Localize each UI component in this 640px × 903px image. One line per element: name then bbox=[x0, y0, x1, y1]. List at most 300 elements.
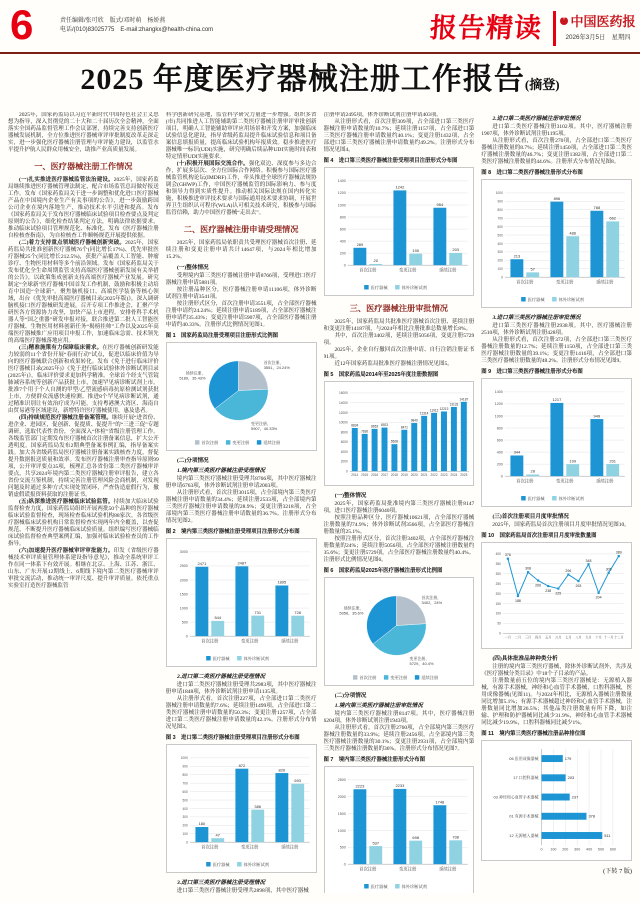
figure bbox=[324, 568, 475, 686]
svg-text:100: 100 bbox=[182, 832, 188, 837]
editor-line: 责任编辑/张可欣 版式/邓时萌 杨娇燕 bbox=[60, 18, 166, 24]
svg-text:500: 500 bbox=[497, 233, 504, 238]
svg-text:190: 190 bbox=[411, 247, 419, 253]
page-header bbox=[0, 0, 640, 54]
paragraph: 进口第二类医疗器械注册受理共2983项，其中医疗器械注册申请1848项，体外诊断试剂注册申请1135项。 bbox=[165, 682, 317, 696]
svg-text:2487: 2487 bbox=[237, 560, 247, 566]
figure-title: 图 3 进口第二类医疗器械注册受理项目注册形式分布图 bbox=[165, 735, 300, 742]
svg-text:2024: 2024 bbox=[449, 473, 457, 478]
svg-text:延续注册: 延续注册 bbox=[280, 844, 299, 850]
svg-text:150: 150 bbox=[495, 601, 502, 606]
svg-text:50: 50 bbox=[497, 621, 502, 626]
svg-text:11912: 11912 bbox=[429, 408, 438, 413]
paragraph: (三)精准施策有力保障临床需求。在医疗器械创新研发能力较弱的11个省份开展“春雨行动”试点，促进以临床价值为导向的医疗器械联合创新和成果转化。发布《免于进行临床评价医疗器械目录(2025年)》《免于进行临床试验体外诊断试剂目录(2025年)》，临床评价要求更加科学精准。全球首个经支气管镜肺减容系统等创新产品获批上市，加速罕见病诊断试剂上市。批准7个用于个人自测的甲型/乙型流感病毒抗原检测试剂获批上市，方便群众流感快速检测。推进8个罕见病诊断试剂，通过精准识别让有效治疗成为可能。支持粤港澳大湾区、海南自由贸易港等区域建设，新增特许医疗器械使用，惠及患者。 bbox=[8, 345, 159, 414]
svg-text:28: 28 bbox=[530, 468, 536, 474]
figure-chart bbox=[324, 167, 475, 296]
svg-text:225: 225 bbox=[555, 591, 562, 596]
figure-chart bbox=[324, 381, 475, 486]
svg-text:五月: 五月 bbox=[545, 635, 552, 640]
sub-heading: (二)分项情况 bbox=[176, 458, 209, 465]
svg-text:体外诊断试剂: 体外诊断试剂 bbox=[558, 495, 585, 501]
svg-text:2016: 2016 bbox=[370, 473, 378, 478]
svg-text:1217: 1217 bbox=[552, 397, 562, 403]
paragraph: 从注册形式看，首次注册372项，占全部进口第三类医疗器械注册数量的12.7%；延续注册1150项，占全部进口第三类医疗器械注册数量的39.1%；变更注册1416项，占全部进口第三类医疗器械注册数量的48.2%。注册形式分布情况见图9。 bbox=[481, 336, 632, 364]
svg-text:600: 600 bbox=[610, 847, 617, 852]
svg-text:376: 376 bbox=[505, 553, 512, 558]
numbered-sub-heading: 2.进口第二类医疗器械注册审批情况 bbox=[492, 116, 581, 122]
figure-chart bbox=[324, 577, 475, 686]
svg-text:首次注册: 首次注册 bbox=[358, 866, 377, 872]
svg-text:1000: 1000 bbox=[180, 756, 188, 761]
svg-text:延续注册: 延续注册 bbox=[596, 279, 614, 285]
svg-text:9849: 9849 bbox=[410, 418, 418, 423]
svg-text:0: 0 bbox=[501, 474, 504, 479]
paragraph: 从注册形式看，首次注册270项，占全部进口第二类医疗器械注册数量的8.7%；延续注册1450项，占全部进口第二类医疗器械注册数量的46.7%；变更注册1382项，占全部进口第二类医疗器械注册数量的44.6%。注册形式分布情况见图8。 bbox=[481, 138, 632, 165]
svg-text:400: 400 bbox=[586, 847, 593, 852]
svg-text:263: 263 bbox=[575, 583, 582, 588]
svg-text:1500: 1500 bbox=[337, 812, 346, 817]
figure-chart bbox=[481, 542, 632, 649]
svg-text:200: 200 bbox=[496, 462, 504, 467]
svg-text:400: 400 bbox=[495, 552, 502, 557]
svg-text:十二月: 十二月 bbox=[614, 635, 624, 640]
svg-text:700: 700 bbox=[182, 781, 188, 786]
paragraph: 从注册形式看，首次注册3015项，占全部境内第三类医疗器械注册申请数量的34.4%；延续注册2533项，占全部境内第三类医疗器械注册申请数量的28.9%；变更注册3218项，占全部境内第三类医疗器械注册申请数量的36.7%。注册形式分布情况见图2。 bbox=[165, 490, 317, 525]
svg-text:首次注册，3551，24.24%: 首次注册， 3551，24.24% bbox=[263, 360, 290, 371]
continuation-note: (下转 7 版) bbox=[603, 868, 632, 875]
svg-text:698: 698 bbox=[411, 835, 419, 841]
svg-text:延续注册: 延续注册 bbox=[438, 866, 457, 872]
paragraph: (六)加速提升医疗器械审评审批能力。印发《省级医疗器械技术审评质量管理体系建设指导意见》，推动全系统审评工作在同一体系下有效开展。相继在北京、上海、江苏、浙江、山东、广东开展12期线上、6期线下境内第二类医疗器械审评审批交流活动，推动统一审评尺度、提升审评质量。依托重点实验室打造医疗器械监管 bbox=[8, 548, 159, 589]
svg-text:188: 188 bbox=[515, 598, 522, 603]
figure bbox=[324, 158, 475, 296]
svg-text:289: 289 bbox=[356, 241, 363, 247]
svg-text:变更注册: 变更注册 bbox=[556, 478, 574, 484]
svg-text:20: 20 bbox=[373, 258, 378, 264]
svg-text:医疗器械: 医疗器械 bbox=[527, 296, 545, 302]
svg-text:九月: 九月 bbox=[585, 635, 592, 640]
svg-text:体外诊断试剂: 体外诊断试剂 bbox=[243, 656, 269, 662]
svg-text:662: 662 bbox=[609, 215, 617, 221]
svg-text:708: 708 bbox=[451, 834, 459, 840]
svg-text:首次注册: 首次注册 bbox=[201, 440, 219, 446]
paragraph: 进口第三类医疗器械注册受理共2898项，其中医疗器械 bbox=[176, 887, 309, 893]
svg-text:0: 0 bbox=[185, 634, 188, 639]
svg-text:11314: 11314 bbox=[419, 411, 428, 416]
paragraph: 境内第三类医疗器械注册8147项。其中，医疗器械注册6204项，体外诊断试剂注册1943项。 bbox=[323, 711, 475, 725]
svg-text:8000: 8000 bbox=[340, 430, 348, 435]
svg-text:600: 600 bbox=[496, 438, 504, 443]
paragraph: 进口第三类医疗器械注册2938项。其中，医疗器械注册2510项，体外诊断试剂注册428项。 bbox=[481, 322, 632, 336]
svg-text:4000: 4000 bbox=[340, 449, 348, 454]
svg-text:511: 511 bbox=[604, 832, 611, 838]
svg-text:七月: 七月 bbox=[565, 635, 572, 640]
svg-text:728: 728 bbox=[294, 610, 301, 616]
sub-heading: (三)首次注册项目月度审批情况 bbox=[492, 513, 569, 520]
masthead-logo-icon bbox=[560, 17, 568, 25]
section-heading: 一、医疗器械注册工作情况 bbox=[34, 162, 133, 171]
figure-title: 图 11 境内第三类医疗器械注册品种排位图 bbox=[481, 731, 586, 737]
svg-text:0: 0 bbox=[343, 263, 346, 268]
svg-text:12213: 12213 bbox=[439, 406, 448, 411]
paragraph: 受理境内第三类医疗器械注册申请8766项，受理进口医疗器械注册申请5881项。 bbox=[165, 273, 317, 286]
svg-text:变更注册，5907，40.33%: 变更注册， 5907，40.33% bbox=[250, 421, 277, 432]
figure-chart bbox=[481, 740, 632, 861]
svg-text:100: 100 bbox=[497, 267, 504, 272]
svg-text:800: 800 bbox=[496, 426, 504, 431]
svg-text:1242: 1242 bbox=[394, 184, 404, 190]
svg-text:600: 600 bbox=[182, 789, 188, 794]
svg-text:六月: 六月 bbox=[555, 635, 562, 640]
paragraph: (二)着力支持重点领域医疗器械创新突破。2025年，国家药监局共批准创新医疗器械76个(同比增长17%)、优先审批医疗器械25个(同比增长212.5%)，获批产品覆盖人工智能、肿瘤诊疗、生物医用材料等多个前沿领域。发布《国家药监局关于发布优化全生命周期监管支持高端医疗器械创新发展有关举措的公告》，以政策集成创新支持高端医疗器械产业发展。研究制定“全球新”医疗器械中国首发工作机制，鼓励和积极主动培育中国造“全球新”。聚焦脑机接口、高端医学装备等核心领域，出台《优先审批高端医疗器械目录(2025年版)》，深入调研脑机接口医疗器械研发进展，召开专项工作推进会，汇聚产学研医各方资源协力攻坚，加快产品上市进程。安排骨科手术机器人等“国之重器”研发申报对接，联合推进第二批人工智能医疗器械、生物医用材料创新任务“揭榜挂帅”工作以及2025年高端医疗器械推广应用项目申报工作，加速临床急需、技术领先的高端医疗器械落地应用。 bbox=[8, 240, 159, 344]
paragraph: 从注册形式看，首次注册2760项，占全部境内第三类医疗器械注册数量的33.9%；延续注册2456项，占全部境内第三类医疗器械注册数量的30.1%；变更注册2931项，占全部境内第三类医疗器械注册数量的36%。注册形式分布情况见图7。 bbox=[323, 725, 475, 753]
sub-heading: (一)整体情况 bbox=[334, 493, 367, 500]
svg-text:首次注册: 首次注册 bbox=[358, 675, 376, 681]
paragraph: (四)持续规范医疗器械注册备案管理。继续开展“进省份、进企业、进园区，促创新、促提质、促提升”的“三进三促”专题调研，选取代表性省份，全面深入“体检”省级注册管理工作。各级监管部门定期发布医疗器械首次注册备案信息，扩大公开透明度。国家药监局发布2期典型备案事例汇编，指导备案实践。加大各省级药监局医疗器械注册备案实践核查力度，督促提升数据报送质量和效率。发布医疗器械注册审查指导原则99项，公开审评要点35项，梳理汇总各省份第二类医疗器械审评要点，共享2024年境内第二类医疗器械注册审评报告，建立各省份交流互鉴机制，持续完善注册管理风险会商机制，对发现问题及时通过多种方式实现处置闭环，严查伪造虚假行为，撤销虚假谎报资料获取的注册证书。 bbox=[8, 415, 159, 498]
svg-text:8834: 8834 bbox=[350, 423, 358, 428]
svg-text:213: 213 bbox=[513, 253, 521, 259]
svg-text:变更注册: 变更注册 bbox=[556, 279, 574, 285]
svg-text:1400: 1400 bbox=[494, 390, 504, 395]
paragraph: 近12年国家药监局批准医疗器械注册情况见图5。 bbox=[334, 360, 453, 367]
paragraph: (五)纵深推进医疗器械临床试验监管。持续加大临床试验监督检查力度，国家药监局组织开展两批50个品种的医疗器械临床试验监督检查，现场检查临床试验机构88家次。各省级医疗器械临床试验机构日常监督检查实现两年内全覆盖，以查促规范，不断提升医疗器械临床试验质量。组织编写医疗器械临床试验监督检查典型案例汇编，加强对临床试验检查员的工作指导。 bbox=[8, 499, 159, 547]
svg-text:13133: 13133 bbox=[449, 402, 458, 407]
svg-text:延续注册: 延续注册 bbox=[596, 478, 614, 484]
paragraph: 其中，首次注册3402项，延续注册5056项，变更注册5729项。 bbox=[323, 332, 475, 346]
svg-text:800: 800 bbox=[182, 773, 188, 778]
svg-text:8653: 8653 bbox=[370, 424, 378, 429]
svg-text:1000: 1000 bbox=[337, 828, 346, 833]
column-3 bbox=[324, 112, 475, 893]
svg-text:14000: 14000 bbox=[338, 400, 348, 405]
svg-text:变更注册: 变更注册 bbox=[398, 866, 417, 872]
paragraph: 从注册形式看，首次注册309项，占全部进口第三类医疗器械注册申请数量的10.7%；延续注册1157项，占全部进口第三类医疗器械注册申请数量约40.1%；变更注册1432项，占全部进口第三类医疗器械注册申请数量约49.2%。注册形式分布情况见图4。 bbox=[323, 119, 475, 153]
svg-text:一月: 一月 bbox=[504, 635, 512, 640]
figure-title: 图 1 国家药监局注册受理项目注册形式比例图 bbox=[165, 333, 279, 339]
svg-text:600: 600 bbox=[497, 224, 504, 229]
figure bbox=[166, 333, 317, 451]
svg-text:300: 300 bbox=[574, 847, 581, 852]
svg-text:2023: 2023 bbox=[439, 473, 448, 478]
figure bbox=[166, 529, 317, 667]
svg-text:1000: 1000 bbox=[179, 606, 188, 611]
figure-title: 图 7 境内第三类医疗器械注册形式分布图 bbox=[323, 757, 426, 764]
figure-title: 图 8 进口第二类医疗器械注册形式分布图 bbox=[481, 170, 583, 176]
svg-text:2020: 2020 bbox=[410, 473, 418, 478]
svg-text:06 医用成像器械: 06 医用成像器械 bbox=[509, 755, 539, 761]
svg-text:200: 200 bbox=[339, 251, 346, 256]
svg-text:954: 954 bbox=[436, 201, 443, 207]
figure-title: 图 2 境内第三类医疗器械注册受理项目注册形式分布图 bbox=[165, 529, 300, 536]
svg-text:十月: 十月 bbox=[595, 635, 602, 640]
svg-text:0: 0 bbox=[185, 840, 188, 845]
svg-text:0: 0 bbox=[343, 862, 346, 867]
paragraph: 科学创新研究基地，监管科学研究力量进一步增强。组织多省(市)共同推进人工智能辅助第二类医疗器械注册审评审批创新项目，明确人工智能辅助审评应用场景和开发方案，加强临床试验信息化建设，指导省级药监局提升临床试验信息和项目备案信息填报质量，提高临床试验机构年报质效。稳步推进医疗器械唯一标识(UDI)实施，研究明确后续品种UDI实施时间表和特定情形UDI实施要求。 bbox=[165, 112, 317, 160]
svg-text:800: 800 bbox=[339, 215, 346, 220]
svg-text:820: 820 bbox=[278, 767, 285, 773]
svg-text:544: 544 bbox=[214, 615, 221, 621]
section-badge: 报告精读 bbox=[428, 13, 544, 43]
svg-text:延续注册: 延续注册 bbox=[280, 638, 299, 644]
figure-title: 图 10 国家药监局首次注册项目月度审批数量图 bbox=[481, 532, 597, 539]
svg-text:首次注册，3402，24%: 首次注册， 3402，24% bbox=[420, 594, 442, 605]
svg-text:8471: 8471 bbox=[400, 425, 408, 430]
svg-text:8923: 8923 bbox=[380, 423, 388, 428]
header-divider bbox=[553, 11, 556, 46]
paragraph: 境内第三类医疗器械注册受理共8766项，其中医疗器械注册申请6763项，体外诊断试剂注册申请2003项。 bbox=[165, 476, 317, 490]
svg-text:266: 266 bbox=[535, 583, 542, 588]
svg-text:体外诊断试剂: 体外诊断试剂 bbox=[558, 296, 585, 302]
svg-text:三月: 三月 bbox=[525, 635, 532, 640]
svg-text:首次注册: 首次注册 bbox=[200, 844, 219, 850]
svg-text:872: 872 bbox=[238, 762, 245, 768]
numbered-sub-heading: 2.进口第二类医疗器械注册受理情况 bbox=[176, 674, 266, 681]
svg-text:1000: 1000 bbox=[496, 191, 504, 196]
svg-text:医疗器械: 医疗器械 bbox=[212, 862, 230, 868]
svg-text:16000: 16000 bbox=[338, 391, 348, 396]
svg-text:1200: 1200 bbox=[337, 191, 346, 196]
paragraph: 按注册品种区分，医疗器械注册申请11106项，体外诊断试剂注册申请3541项。 bbox=[165, 287, 317, 300]
svg-text:400: 400 bbox=[339, 239, 346, 244]
svg-text:2500: 2500 bbox=[337, 778, 346, 783]
svg-text:延续注册，5189，35.43%: 延续注册， 5189，35.43% bbox=[179, 370, 206, 381]
main-title bbox=[0, 60, 640, 105]
svg-text:199: 199 bbox=[569, 458, 577, 464]
svg-text:47: 47 bbox=[215, 832, 220, 838]
svg-text:首次注册: 首次注册 bbox=[358, 267, 377, 273]
svg-text:238: 238 bbox=[545, 588, 552, 593]
paragraph: 2025年，国家药监局批准境内第三类医疗器械注册8147项，进口医疗器械注册6040项。 bbox=[323, 501, 475, 515]
svg-text:2021: 2021 bbox=[420, 473, 428, 478]
figure bbox=[481, 731, 632, 861]
svg-text:医疗器械: 医疗器械 bbox=[212, 656, 230, 662]
figure-chart bbox=[481, 378, 632, 507]
svg-text:变更注册: 变更注册 bbox=[389, 675, 407, 681]
figure-chart bbox=[166, 342, 317, 451]
numbered-sub-heading: 1.境内第三类医疗器械注册受理情况 bbox=[176, 468, 266, 475]
svg-text:2019: 2019 bbox=[400, 473, 408, 478]
svg-text:延续注册: 延续注册 bbox=[263, 440, 281, 446]
svg-text:2233: 2233 bbox=[394, 783, 404, 789]
svg-text:变更注册: 变更注册 bbox=[232, 440, 250, 446]
svg-text:6000: 6000 bbox=[340, 440, 348, 445]
svg-text:12000: 12000 bbox=[338, 410, 348, 415]
figure bbox=[481, 533, 632, 649]
figure bbox=[324, 757, 475, 893]
paragraph: 按照注册形式区分，首次注册3402项，占全部医疗器械注册数量的24%；延续注册5056项，占全部医疗器械注册数量约35.6%；变更注册5729项，占全部医疗器械注册数量约40.4%。注册形式比例情况见图6。 bbox=[323, 536, 475, 564]
section-heading: 二、医疗器械注册申请受理情况 bbox=[183, 225, 299, 234]
svg-text:12 无源植入器械: 12 无源植入器械 bbox=[509, 832, 539, 838]
svg-text:变更注册: 变更注册 bbox=[398, 267, 417, 273]
svg-text:3000: 3000 bbox=[179, 550, 188, 555]
paragraph: 注册的境内第三类医疗器械，除体外诊断试剂外，共涉及《医疗器械分类目录》中18个子目录的产品。 bbox=[481, 664, 632, 677]
paragraph: 进口第二类医疗器械注册3102项。其中，医疗器械注册1907项，体外诊断试剂注册1195项。 bbox=[481, 124, 632, 137]
svg-text:变更注册: 变更注册 bbox=[240, 638, 259, 644]
svg-text:0: 0 bbox=[501, 275, 504, 280]
sub-heading: (四)具体批准品种种类分析 bbox=[492, 656, 558, 662]
svg-text:14187: 14187 bbox=[458, 397, 468, 402]
paragraph: 按注册形式区分，首次注册申请3551项，占全部医疗器械注册申请约24.24%；延续注册申请5189项，占全部医疗器械注册申请约35.43%；变更注册申请5907项，占全部医疗器械注册申请约40.33%。注册形式比例情况见图1。 bbox=[165, 301, 317, 328]
svg-text:201: 201 bbox=[609, 458, 617, 464]
svg-text:医疗器械: 医疗器械 bbox=[370, 284, 388, 290]
paragraph: 2025年，国家药监局共批准医疗器械首次注册、延续注册和变更注册14187项，与2024年相比注册批准总数量增长8%。 bbox=[323, 318, 475, 332]
numbered-sub-heading: 3.进口第三类医疗器械注册受理情况 bbox=[176, 879, 266, 886]
svg-text:378: 378 bbox=[588, 813, 596, 819]
svg-text:200: 200 bbox=[182, 823, 188, 828]
column-2 bbox=[166, 112, 317, 893]
svg-text:1748: 1748 bbox=[434, 799, 444, 805]
svg-text:变更注册，5729，40.4%: 变更注册， 5729，40.4% bbox=[409, 655, 434, 666]
svg-text:400: 400 bbox=[497, 241, 504, 246]
svg-text:医疗器械: 医疗器械 bbox=[370, 884, 388, 890]
svg-text:1500: 1500 bbox=[179, 592, 188, 597]
svg-text:首次注册: 首次注册 bbox=[516, 279, 534, 285]
svg-text:1805: 1805 bbox=[277, 579, 287, 585]
svg-text:203: 203 bbox=[451, 247, 459, 253]
svg-text:300: 300 bbox=[495, 571, 502, 576]
svg-text:体外诊断试剂: 体外诊断试剂 bbox=[243, 862, 269, 868]
figure-title: 图 5 国家药监局2014年至2025年度注册数据图 bbox=[323, 371, 439, 378]
svg-text:308: 308 bbox=[525, 566, 532, 571]
sub-heading: (二)分项情况 bbox=[334, 693, 367, 700]
svg-text:500: 500 bbox=[182, 798, 188, 803]
svg-text:693: 693 bbox=[294, 778, 301, 784]
paragraph: 2025年，国家药监局依职责共受理医疗器械首次注册、延续注册和变更注册申请共计14647项，与2024年相比增加15.2%。 bbox=[165, 240, 317, 260]
svg-text:八月: 八月 bbox=[575, 635, 582, 640]
svg-text:731: 731 bbox=[254, 609, 261, 615]
svg-text:800: 800 bbox=[497, 208, 504, 213]
figure bbox=[166, 735, 317, 873]
figure-title: 图 9 进口第三类医疗器械注册形式分布图 bbox=[481, 368, 583, 375]
figure bbox=[324, 372, 475, 486]
figure-title: 图 6 国家药监局2025年医疗器械注册形式比例图 bbox=[323, 568, 443, 575]
paragraph: 2025年，国家药监局以习近平新时代中国特色社会主义思想为指导，深入贯彻党的二十大和二十届历次全会精神，全面落实全国药品监督管理工作会议部署，持续完善支持创新医疗器械发展机制，全方位推进医疗器械审评审批制度改革走深走实，进一步强化医疗器械注册管理与审评能力建设，以监管水平提升护航人民群众用械安全，助推产业高质量发展。 bbox=[8, 112, 159, 153]
svg-text:2025: 2025 bbox=[459, 473, 467, 478]
svg-text:医疗器械: 医疗器械 bbox=[527, 495, 545, 501]
svg-text:204: 204 bbox=[595, 595, 602, 600]
svg-text:700: 700 bbox=[497, 216, 504, 221]
figure-chart bbox=[166, 538, 317, 667]
figure bbox=[481, 369, 632, 507]
masthead bbox=[560, 11, 636, 30]
page-number: 6 bbox=[10, 1, 34, 48]
svg-text:300: 300 bbox=[497, 250, 504, 255]
svg-text:1000: 1000 bbox=[494, 414, 504, 419]
figure-chart bbox=[166, 744, 317, 873]
figure-title: 图 4 进口第三类医疗器械注册受理项目注册形式分布图 bbox=[323, 158, 458, 164]
svg-text:100: 100 bbox=[550, 847, 557, 852]
main-title-text: 2025 年度医疗器械注册工作报告 bbox=[80, 63, 525, 96]
svg-text:296: 296 bbox=[565, 568, 572, 573]
svg-text:896: 896 bbox=[553, 195, 561, 201]
svg-text:100: 100 bbox=[495, 611, 502, 616]
svg-text:2500: 2500 bbox=[179, 564, 188, 569]
svg-text:十一月: 十一月 bbox=[604, 635, 614, 640]
svg-text:1200: 1200 bbox=[494, 402, 504, 407]
numbered-sub-heading: 3.进口第三类医疗器械注册审批情况 bbox=[492, 314, 581, 321]
svg-text:57: 57 bbox=[530, 266, 536, 272]
svg-text:400: 400 bbox=[496, 450, 504, 455]
svg-text:500: 500 bbox=[598, 847, 605, 852]
svg-text:首次注册: 首次注册 bbox=[200, 638, 219, 644]
svg-text:300: 300 bbox=[182, 815, 188, 820]
svg-text:200: 200 bbox=[562, 847, 569, 852]
svg-text:四月: 四月 bbox=[535, 635, 542, 640]
svg-text:体外诊断试剂: 体外诊断试剂 bbox=[401, 284, 427, 290]
svg-text:2000: 2000 bbox=[340, 459, 348, 464]
svg-text:2223: 2223 bbox=[354, 783, 364, 789]
title-suffix: (摘登) bbox=[524, 77, 560, 92]
editor-info bbox=[60, 17, 213, 35]
figure-chart bbox=[324, 766, 475, 893]
numbered-sub-heading: 1.境内第三类医疗器械注册审批情况 bbox=[334, 703, 423, 710]
svg-text:延续注册: 延续注册 bbox=[438, 267, 457, 273]
svg-text:2015: 2015 bbox=[360, 473, 368, 478]
svg-text:180: 180 bbox=[198, 821, 205, 827]
svg-text:1400: 1400 bbox=[337, 179, 346, 184]
svg-text:200: 200 bbox=[497, 258, 504, 263]
contact-line: 电话/(010)83025775 E-mail:zhangkx@health-china.com bbox=[60, 27, 214, 33]
svg-text:179: 179 bbox=[565, 755, 572, 761]
figure-chart bbox=[481, 179, 632, 308]
svg-text:600: 600 bbox=[339, 227, 346, 232]
column-1 bbox=[8, 112, 159, 893]
paragraph: (一)扎实推进医疗器械监管法治建设。2025年，国家药监局继续推进医疗器械管理法制定，配合市场监管总局做好报送工作。发布《国家药监局关于进一步调整和优化进口医疗器械产品在中国境内企业生产有关事项的公告》，进一步鼓励跨国公司企业在境内落地生产，推动技术水平引进和提高。发布《国家药监局关于发布医疗器械临床试验项目检查要点及判定原则的公告》，细化检查结果判定方法，明确法律依据要求，推动临床试验项目管理规范化、标准化。发布《医疗器械注册自检核查指南》，为自检核查工作顺畅规范开展提供依据。 bbox=[8, 177, 159, 239]
svg-text:10000: 10000 bbox=[338, 420, 348, 425]
paragraph: (十)积极开展国际交流合作。强化双边、深度参与多边合作，扩展多层次、全方位国际合作网络。积极参与国际医疗器械监管机构论坛(IMDRF)工作，牵头推进全球医疗器械法规协调会(GHWP)工作，中国医疗器械监管的国际影响力、参与度和领导力得到实质性提升。推动相关国际法规在国内转化实施，积极推进审评技术要求与国际通用技术要求协调，开展世界卫生组织认可程序(WLA)认可相关技术研究，积极参与国际监管信赖，助力中国医疗器械“走出去”。 bbox=[165, 161, 317, 216]
svg-text:788: 788 bbox=[593, 204, 601, 210]
figure bbox=[481, 170, 632, 308]
svg-text:500: 500 bbox=[181, 620, 188, 625]
paragraph: 2025年，企业自行撤回首次注册申请、自行注销注册证书91项。 bbox=[323, 346, 475, 360]
paragraph: 注册数量前五位的境内第三类医疗器械是：无源植入器械，有源手术器械，神经和心血管手术器械，口腔科器械，医用成像器械(见图11)。与2024年相比，无源植入器械注册数量同比增加5.1%；有源手术器械超过神经和心血管手术器械，注册数量同比增加26.5%；其他品类注册数量有所下降，如注输、护理和防护器械同比减少31.9%，神经和心血管手术器械同比减少19.9%，口腔科器械同比减少1%。 bbox=[481, 678, 632, 726]
section-heading: 三、医疗器械注册审批情况 bbox=[349, 303, 448, 313]
svg-text:203: 203 bbox=[567, 775, 575, 781]
svg-text:949: 949 bbox=[593, 413, 601, 419]
paragraph: 注册申请2495项，体外诊断试剂注册申请403项。 bbox=[323, 112, 442, 118]
paragraph: 2025年，国家药监局首次注册项目月度审批情况见图10。 bbox=[492, 521, 630, 528]
svg-text:体外诊断试剂: 体外诊断试剂 bbox=[401, 884, 427, 890]
svg-text:900: 900 bbox=[182, 764, 188, 769]
svg-text:2000: 2000 bbox=[179, 578, 188, 583]
svg-text:250: 250 bbox=[495, 581, 502, 586]
svg-text:首次注册: 首次注册 bbox=[516, 478, 534, 484]
sub-heading: (一)整体情况 bbox=[176, 265, 209, 271]
svg-text:486: 486 bbox=[569, 230, 577, 236]
svg-text:17 口腔科器械: 17 口腔科器械 bbox=[513, 775, 539, 781]
svg-text:348: 348 bbox=[585, 558, 592, 563]
article-columns bbox=[8, 112, 632, 893]
paragraph: 按照注册品种区分，医疗器械10621项，占全部医疗器械注册数量的74.9%；体外诊断试剂3566项，占全部医疗器械注册数量的25.1%。 bbox=[323, 515, 475, 536]
svg-text:344: 344 bbox=[513, 449, 521, 455]
svg-text:386: 386 bbox=[254, 803, 261, 809]
svg-text:延续注册: 延续注册 bbox=[420, 675, 438, 681]
svg-text:0: 0 bbox=[345, 469, 348, 474]
svg-text:237: 237 bbox=[571, 794, 579, 800]
svg-text:2022: 2022 bbox=[430, 473, 438, 478]
column-4 bbox=[481, 112, 632, 893]
publication-date: 2026年3月5日 星期四 bbox=[565, 34, 631, 41]
svg-text:2017: 2017 bbox=[380, 473, 388, 478]
svg-text:537: 537 bbox=[371, 840, 379, 846]
svg-text:03 神经和心血管手术器械: 03 神经和心血管手术器械 bbox=[493, 794, 539, 800]
svg-text:二月: 二月 bbox=[515, 635, 522, 640]
svg-text:5528: 5528 bbox=[390, 439, 398, 444]
masthead-name: 中国医药报 bbox=[570, 14, 636, 29]
svg-text:305: 305 bbox=[605, 567, 612, 572]
svg-text:2014: 2014 bbox=[350, 473, 358, 478]
svg-text:2000: 2000 bbox=[337, 795, 346, 800]
